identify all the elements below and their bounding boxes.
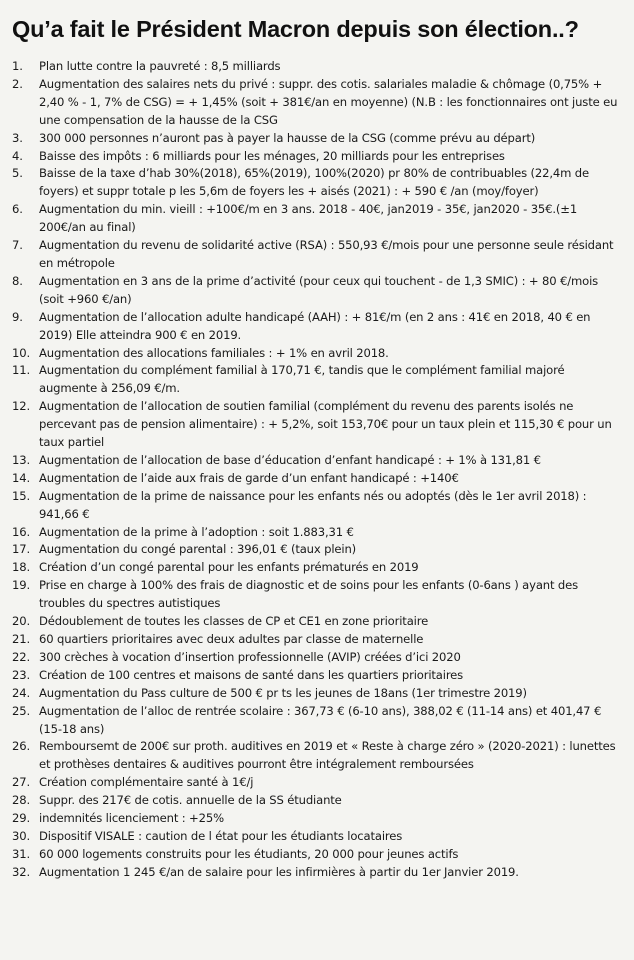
item-text: 300 000 personnes n’auront pas à payer la hausse de la CSG (comme prévu au départ) — [39, 130, 536, 145]
item-number: 12. — [12, 399, 30, 414]
list-item — [12, 524, 624, 542]
item-text: 60 quartiers prioritaires avec deux adultes par classe de maternelle — [39, 632, 424, 646]
item-text: Augmentation du congé parental : 396,01 € (taux plein) — [39, 542, 357, 557]
item-number: 31. — [12, 846, 30, 861]
item-number: 29. — [12, 811, 30, 826]
item-number: 7. — [12, 238, 23, 253]
list-item — [12, 828, 624, 846]
list-item — [12, 738, 624, 774]
item-number: 22. — [12, 649, 30, 664]
item-text: Suppr. des 217€ de cotis. annuelle de la SS étudiante — [39, 793, 342, 808]
item-text: Dispositif VISALE : caution de l état pour les étudiants locataires — [39, 828, 403, 843]
item-number: 27. — [12, 775, 30, 790]
item-text: Dédoublement de toutes les classes de CP et CE1 en zone prioritaire — [39, 614, 429, 629]
list-item — [12, 792, 624, 810]
item-number: 23. — [12, 667, 30, 682]
list-item — [12, 76, 624, 130]
list-item — [12, 398, 624, 452]
item-text: Augmentation des salaires nets du privé : suppr. des cotis. salariales maladie & chômage (0,75% + 2,40 % - 1, 7% de CSG) = + 1,45% (soit + 381€/an en moyenne) (N.B : les fonctionnaires ont juste eu une compensation de la hausse de la CSG — [39, 76, 618, 127]
item-text: Augmentation de la prime de naissance pour les enfants nés ou adoptés (dès le 1er avril 2018) : 941,66 € — [39, 488, 587, 521]
list-item — [12, 864, 624, 882]
item-number: 32. — [12, 864, 30, 879]
list-item — [12, 201, 624, 237]
list-item — [12, 237, 624, 273]
item-text: Baisse de la taxe d’hab 30%(2018), 65%(2019), 100%(2020) pr 80% de contribuables (22,4m de foyers) et suppr totale p les 5,6m de foyers les + aisés (2021) : + 590 € /an (moy/foyer) — [39, 166, 589, 199]
document-title: Qu’a fait le Président Macron depuis son élection..? — [12, 16, 579, 42]
list-item — [12, 165, 624, 201]
item-number: 13. — [12, 452, 30, 467]
item-number: 1. — [12, 59, 23, 73]
item-text: indemnités licenciement : +25% — [39, 811, 224, 826]
item-number: 8. — [12, 273, 23, 288]
item-number: 15. — [12, 488, 30, 503]
list-item — [12, 309, 624, 345]
item-text: Augmentation 1 245 €/an de salaire pour les infirmières à partir du 1er Janvier 2019. — [39, 864, 519, 879]
item-number: 5. — [12, 166, 23, 181]
list-item — [12, 613, 624, 631]
item-number: 3. — [12, 130, 23, 145]
item-number: 6. — [12, 202, 23, 217]
list-item — [12, 846, 624, 864]
item-text: Création de 100 centres et maisons de santé dans les quartiers prioritaires — [39, 667, 464, 682]
item-number: 11. — [12, 363, 30, 378]
item-text: Prise en charge à 100% des frais de diagnostic et de soins pour les enfants (0-6ans ) ayant des troubles du spectres autistiques — [39, 578, 579, 611]
item-number: 18. — [12, 560, 30, 575]
item-number: 20. — [12, 614, 30, 629]
list-item — [12, 559, 624, 577]
item-text: Plan lutte contre la pauvreté : 8,5 milliards — [39, 59, 281, 73]
list-item — [12, 362, 624, 398]
item-number: 16. — [12, 524, 30, 539]
list-item — [12, 345, 624, 363]
list-item — [12, 577, 624, 613]
item-text: 300 crèches à vocation d’insertion professionnelle (AVIP) créées d’ici 2020 — [39, 649, 461, 664]
item-text: Remboursemt de 200€ sur proth. auditives en 2019 et « Reste à charge zéro » (2020-2021) : lunettes et prothèses dentaires & auditives pourront être intégralement remboursées — [39, 739, 616, 772]
list-item — [12, 774, 624, 792]
item-number: 25. — [12, 703, 30, 718]
list-item — [12, 649, 624, 667]
item-text: Augmentation en 3 ans de la prime d’activité (pour ceux qui touchent - de 1,3 SMIC) : + 80 €/mois (soit +960 €/an) — [39, 273, 599, 306]
item-number: 17. — [12, 542, 30, 557]
item-number: 10. — [12, 345, 30, 360]
item-text: Augmentation du complément familial à 170,71 €, tandis que le complément familial majoré augmente à 256,09 €/m. — [39, 363, 565, 396]
list-item — [12, 148, 624, 166]
item-text: Augmentation du revenu de solidarité active (RSA) : 550,93 €/mois pour une personne seule résidant en métropole — [39, 238, 614, 270]
item-text: Augmentation des allocations familiales : + 1% en avril 2018. — [39, 345, 389, 360]
item-number: 26. — [12, 739, 30, 754]
item-text: Augmentation de l’alloc de rentrée scolaire : 367,73 € (6-10 ans), 388,02 € (11-14 ans) et 401,47 € (15-18 ans) — [39, 703, 602, 736]
item-number: 21. — [12, 632, 30, 646]
item-number: 14. — [12, 470, 30, 485]
list-item — [12, 273, 624, 309]
item-number: 24. — [12, 685, 30, 700]
item-text: Augmentation de l’aide aux frais de garde d’un enfant handicapé : +140€ — [39, 470, 459, 485]
item-text: Augmentation de l’allocation adulte handicapé (AAH) : + 81€/m (en 2 ans : 41€ en 2018, 40 € en 2019) Elle atteindra 900 € en 2019. — [39, 309, 591, 342]
list-item — [12, 130, 624, 148]
list-item — [12, 667, 624, 685]
item-text: Baisse des impôts : 6 milliards pour les ménages, 20 milliards pour les entreprises — [39, 148, 505, 163]
item-number: 30. — [12, 828, 30, 843]
list-item — [12, 452, 624, 470]
list-item — [12, 810, 624, 828]
list-item — [12, 631, 624, 649]
item-text: Augmentation de l’allocation de base d’éducation d’enfant handicapé : + 1% à 131,81 € — [39, 452, 541, 467]
measures-list — [12, 58, 624, 882]
list-item — [12, 488, 624, 524]
list-item — [12, 685, 624, 703]
item-text: Augmentation de la prime à l’adoption : soit 1.883,31 € — [39, 524, 354, 539]
item-number: 2. — [12, 76, 23, 91]
item-text: Augmentation du min. vieill : +100€/m en 3 ans. 2018 - 40€, jan2019 - 35€, jan2020 - 35€.(±1 200€/an au final) — [39, 202, 578, 235]
item-text: Création d’un congé parental pour les enfants prématurés en 2019 — [39, 560, 419, 575]
list-item — [12, 58, 624, 76]
item-number: 28. — [12, 793, 30, 808]
item-text: Augmentation du Pass culture de 500 € pr ts les jeunes de 18ans (1er trimestre 2019) — [39, 685, 527, 700]
item-text: Création complémentaire santé à 1€/j — [39, 775, 254, 790]
list-item — [12, 703, 624, 739]
item-text: 60 000 logements construits pour les étudiants, 20 000 pour jeunes actifs — [39, 846, 459, 861]
item-number: 4. — [12, 148, 23, 163]
list-item — [12, 541, 624, 559]
item-number: 9. — [12, 309, 23, 324]
item-text: Augmentation de l’allocation de soutien familial (complément du revenu des parents isolés ne percevant pas de pension alimentaire) : + 5,2%, soit 153,70€ pour un taux plein et 115,30 € pour un taux partiel — [39, 399, 612, 450]
list-item — [12, 470, 624, 488]
item-number: 19. — [12, 578, 30, 593]
